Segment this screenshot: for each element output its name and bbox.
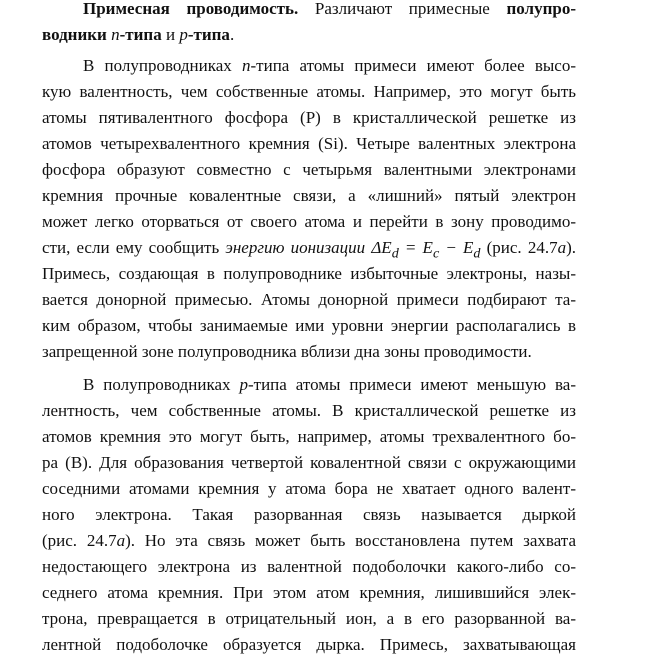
text-span: В полупроводниках (83, 56, 242, 75)
term-bold: -типа (187, 25, 230, 44)
text-line (83, 372, 576, 398)
text-span: ). Но эта связь может быть восстановлена путем захвата (125, 531, 576, 550)
text-span: сти, если ему сообщить (42, 238, 226, 257)
text-span: -типа атомы примеси имеют более высо- (250, 56, 576, 75)
text-line: фосфора образуют совместно с четырьмя валентными электронами (42, 160, 576, 179)
text-line: недостающего электрона из валентной подоболочки какого-либо со- (42, 557, 576, 576)
text-line: кремния прочные ковалентные связи, а «лишний» пятый электрон (42, 186, 576, 205)
figure-letter: a (116, 531, 126, 550)
text-line: кую валентность, чем собственные атомы. Например, это могут быть (42, 82, 576, 101)
text-span: (рис. 24.7 (42, 531, 117, 550)
text-span: В полупроводниках (83, 375, 240, 394)
text-line (42, 528, 576, 554)
text-line: ного электрона. Такая разорванная связь называется дыркой (42, 505, 576, 524)
text-line: атомов четырехвалентного кремния (Si). Четыре валентных электрона (42, 134, 576, 153)
text-span: Различают примесные (298, 0, 507, 18)
text-line: лентность, чем собственные атомы. В кристаллической решетке из (42, 401, 576, 420)
term-italic: энергию ионизации (225, 238, 366, 257)
text-line: лентной подоболочке образуется дырка. Примесь, захватывающая (42, 635, 576, 654)
figure-letter: a (557, 238, 567, 257)
symbol-n: n (111, 25, 120, 44)
text-span: ). (566, 238, 576, 257)
formula-part: = E (398, 238, 433, 257)
formula (365, 238, 481, 262)
heading-line (83, 0, 576, 22)
text-line: ра (B). Для образования четвертой ковалентной связи с окружающими (42, 453, 576, 472)
text-line (42, 22, 576, 48)
section-heading: Примесная проводимость. (83, 0, 299, 18)
subscript: d (473, 245, 481, 262)
formula-part: − E (439, 238, 474, 257)
term-bold: -типа (119, 25, 162, 44)
symbol-n: n (242, 56, 251, 75)
text-line (42, 235, 576, 261)
subscript: c (432, 245, 440, 262)
term-bold: полупро- (506, 0, 576, 18)
text-span: (рис. 24.7 (480, 238, 558, 257)
text-line: седнего атома кремния. При этом атом кремния, лишившийся элек- (42, 583, 576, 602)
text-line (83, 53, 576, 79)
text-line: соседними атомами кремния у атома бора не хватает одного валент- (42, 479, 576, 498)
text-span: -типа атомы примеси имеют меньшую ва- (247, 375, 576, 394)
symbol-p: p (239, 375, 248, 394)
text-line: ким образом, чтобы занимаемые ими уровни энергии располагались в (42, 316, 576, 335)
text-line: вается донорной примесью. Атомы донорной примеси подбирают та- (42, 290, 576, 309)
text-line: атомы пятивалентного фосфора (P) в кристаллической решетке из (42, 108, 576, 127)
symbol-p: p (179, 25, 188, 44)
text-line: атомов кремния это могут быть, например, атомы трехвалентного бо- (42, 427, 576, 446)
formula-part: ΔE (365, 238, 392, 257)
term-bold: водники (42, 25, 112, 44)
text-span: и (161, 25, 180, 44)
text-span: . (229, 25, 235, 44)
text-line: может легко оторваться от своего атома и перейти в зону проводимо- (42, 212, 576, 231)
text-line: запрещенной зоне полупроводника вблизи дна зоны проводимости. (42, 342, 532, 361)
text-line: Примесь, создающая в полупроводнике избыточные электроны, назы- (42, 264, 576, 283)
subscript: d (391, 245, 399, 262)
text-line: трона, превращается в отрицательный ион, а в его разорванной ва- (42, 609, 576, 628)
